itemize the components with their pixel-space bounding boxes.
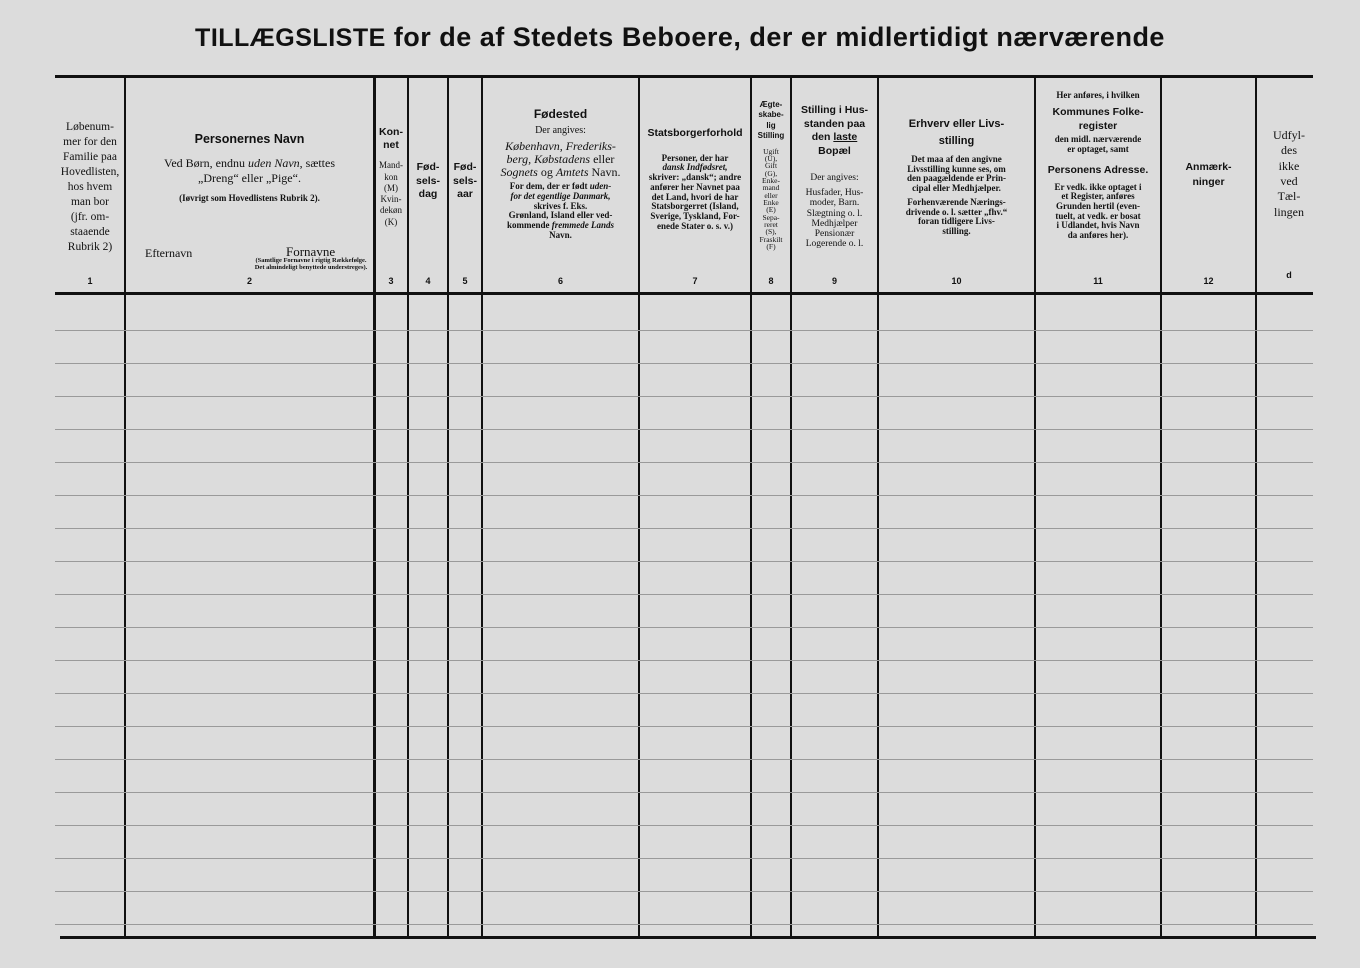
entry-row-line	[55, 858, 1313, 859]
col6-p5i: fremmede Lands	[551, 220, 614, 231]
col3-heading-line: net	[383, 139, 399, 152]
col6-italic-block	[483, 140, 638, 180]
entry-row-line	[55, 726, 1313, 727]
col7-number: 7	[692, 276, 698, 286]
col12-header	[1162, 86, 1255, 292]
col2-line2: „Dreng“ eller „Pige“.	[198, 170, 301, 185]
col11-heading-line: register	[1078, 119, 1118, 132]
col11-heading2: Personens Adresse.	[1047, 163, 1149, 176]
col6-italic2: berg, Købstadens	[506, 151, 591, 166]
col2-heading: Personernes Navn	[194, 132, 305, 146]
col5-heading-line: aar	[457, 188, 473, 201]
col1-line: Løbenum-	[66, 121, 114, 133]
col6-p6: Navn.	[549, 229, 572, 240]
col2-line1-a: Ved Børn, endnu	[164, 156, 248, 170]
cold-number: d	[1286, 270, 1292, 280]
entry-row-line	[55, 396, 1313, 397]
col9-header	[792, 86, 877, 292]
col3-line: (K)	[384, 216, 398, 227]
col11-top: Her anføres, i hvilken	[1056, 90, 1140, 100]
cold-line: Udfyl-	[1273, 128, 1305, 142]
col4-heading	[409, 161, 447, 202]
col2-line1	[126, 156, 373, 171]
col1-line: mer for den	[63, 135, 117, 148]
col3-heading-line: Kon-	[379, 126, 403, 138]
entry-row-line	[55, 891, 1313, 892]
col7-lines-a	[662, 153, 729, 163]
col11-text	[1036, 135, 1160, 154]
col9-heading-a: den	[811, 131, 834, 144]
col1-line: hos hvem	[67, 180, 113, 193]
col6-p3: skrives f. Eks.	[533, 200, 588, 211]
fornavne-note: (Samtlige Fornavne i rigtig Rækkefølge. Det almindeligt benyttede understreges).	[254, 257, 368, 271]
col9-line: Pensionær	[814, 229, 855, 240]
col1-line: (jfr. om-	[70, 210, 110, 223]
col4-header	[409, 86, 447, 292]
col10-text-b	[879, 198, 1034, 237]
cold-header	[1257, 86, 1321, 292]
col11-text-b	[1036, 183, 1160, 241]
col8-line: (F)	[766, 242, 776, 252]
col8-line: (G),	[764, 168, 778, 178]
col10-number: 10	[951, 276, 962, 286]
entry-row-line	[55, 660, 1313, 661]
col8-heading	[752, 100, 790, 142]
col4-heading-line: dag	[418, 188, 438, 201]
col4-heading-line: sels-	[416, 174, 440, 187]
col8-heading-line: skabe-	[758, 110, 784, 120]
col11-line: Grunden hertil (even-	[1056, 200, 1140, 211]
col3-line: Kvin-	[380, 194, 402, 204]
col9-text	[792, 188, 877, 250]
col10-text-a	[879, 155, 1034, 194]
col9-sub: Der angives:	[810, 172, 859, 183]
col8-line: eller	[764, 190, 778, 200]
col7-heading: Statsborgerforhold	[647, 127, 743, 139]
entry-row-line	[55, 759, 1313, 760]
col9-line: Slægtning o. l.	[806, 208, 863, 219]
col7-line: Sverige, Tyskland, For-	[650, 211, 740, 222]
col9-heading-c: Bopæl	[818, 144, 851, 157]
col1-text	[56, 120, 124, 254]
col8-line: (S),	[765, 227, 777, 237]
col6-p2i: for det egentlige Danmark,	[510, 190, 611, 201]
col10-heading	[879, 116, 1034, 149]
col1-line: man bor	[70, 195, 109, 208]
col6-plain2: eller	[590, 151, 615, 166]
col8-line: Fraskilt	[759, 234, 783, 244]
col12-heading-line: ninger	[1192, 175, 1225, 188]
col11-line: et Register, anføres	[1061, 191, 1135, 202]
col7-line: det Land, hvori de har	[651, 191, 739, 202]
col2-line1-b: uden Navn	[248, 156, 300, 170]
col1-line: Familie paa	[63, 150, 117, 163]
col8-line: reret	[764, 220, 778, 229]
col9-heading	[792, 104, 877, 159]
col7-line: anfører her Navnet paa	[650, 181, 740, 192]
col4-heading-line: Fød-	[416, 161, 440, 173]
col11-header	[1036, 86, 1160, 292]
entry-row-line	[55, 528, 1313, 529]
fornavne-label: Fornavne	[286, 244, 336, 259]
col3-line: (M)	[384, 182, 398, 193]
entry-row-line	[55, 693, 1313, 694]
col12-heading-line: Anmærk-	[1185, 161, 1232, 173]
col3-line: kon	[384, 171, 398, 182]
col9-line: Logerende o. l.	[805, 239, 864, 250]
col11-line: Er vedk. ikke optaget i	[1054, 181, 1142, 192]
entry-row-line	[55, 495, 1313, 496]
col8-text	[752, 148, 790, 251]
col8-header	[752, 86, 790, 292]
col5-heading-line: Fød-	[453, 161, 477, 173]
col10-line: foran tidligere Livs-	[918, 216, 995, 227]
col8-line: Enke-	[762, 175, 780, 185]
col5-heading-line: sels-	[453, 174, 477, 187]
col2-line1-c: , sættes	[299, 156, 335, 170]
bottom-rule	[60, 936, 1316, 939]
col6-notes	[483, 182, 638, 240]
col9-line: Husfader, Hus-	[805, 188, 864, 199]
col6-number: 6	[557, 276, 563, 286]
col6-heading: Fødested	[533, 107, 588, 121]
col1-header	[56, 120, 124, 326]
entry-row-line	[55, 429, 1313, 430]
col7-header	[640, 86, 750, 292]
col9-heading-lines	[801, 104, 868, 130]
col3-line: dekøn	[380, 205, 402, 216]
col6-header	[483, 86, 638, 292]
entry-row-line	[55, 924, 1313, 925]
col1-line: Rubrik 2)	[67, 240, 113, 253]
cold-text	[1257, 128, 1321, 220]
col9-heading-u: laste	[833, 131, 858, 144]
col12-number: 12	[1203, 276, 1214, 286]
form-title-rest: for de af Stedets Beboere, der er midlertidigt nærværende	[385, 22, 1165, 52]
entry-row-line	[55, 825, 1313, 826]
col10-line: Forhenværende Nærings-	[907, 196, 1006, 207]
col7-italic: dansk Indfødsret,	[662, 162, 728, 173]
col3-heading	[375, 126, 407, 152]
col10-header	[879, 86, 1034, 292]
cold-line: Tæl-	[1277, 189, 1301, 204]
col6-p1i: uden-	[589, 181, 612, 192]
efternavn-label: Efternavn	[145, 246, 193, 260]
col11-heading	[1036, 106, 1160, 133]
col11-line: da anføres her).	[1067, 230, 1129, 241]
form-title	[0, 22, 1360, 53]
col8-heading-line: lig	[766, 120, 776, 130]
cold-line: ikke	[1278, 158, 1300, 173]
col10-line: Livsstilling kunne ses, om	[907, 163, 1006, 174]
entry-row-line	[55, 627, 1313, 628]
col8-line: Enke	[763, 197, 779, 207]
col9-heading-line: Stilling i Hus-	[800, 104, 869, 116]
col8-heading-line: Ægte-	[759, 100, 783, 109]
col6-p5a: kommende	[507, 220, 552, 231]
col7-line: Personer, der har	[661, 152, 729, 163]
col7-line: Statsborgerret (Island,	[651, 201, 739, 212]
entry-row-line	[55, 561, 1313, 562]
col10-line: den paagældende er Prin-	[906, 173, 1007, 184]
col8-line: mand	[762, 183, 780, 193]
cold-line: lingen	[1274, 204, 1304, 219]
header-rule	[55, 292, 1313, 295]
col6-p4: Grønland, Island eller ved-	[508, 210, 613, 221]
top-rule	[55, 75, 1313, 78]
col1-line: staaende	[70, 225, 110, 238]
col8-number: 8	[768, 276, 774, 286]
form-title-caps: TILLÆGSLISTE	[195, 24, 386, 52]
col5-number: 5	[462, 276, 468, 286]
col9-line: moder, Barn.	[809, 198, 860, 209]
col10-line: stilling.	[942, 226, 971, 237]
col3-line: Mand-	[379, 160, 403, 171]
entry-row-line	[55, 462, 1313, 463]
col11-line: er optaget, samt	[1067, 144, 1129, 155]
col12-heading	[1162, 160, 1255, 189]
col4-number: 4	[425, 276, 431, 286]
col6-italic1: København, Frederiks-	[505, 138, 616, 153]
col9-line: Medhjælper	[811, 218, 858, 229]
col3-text	[375, 160, 407, 228]
col2-note: (Iøvrigt som Hovedlistens Rubrik 2).	[179, 193, 320, 204]
col6-p1: For dem, der er født	[509, 181, 590, 192]
col9-number: 9	[831, 276, 837, 286]
col6-italic3: Sognets	[500, 165, 538, 179]
col6-italic3b: Amtets	[555, 165, 589, 179]
col8-line: Ugift	[763, 146, 779, 156]
col8-line: (E)	[766, 205, 776, 215]
col10-line: drivende o. l. sætter „fhv.“	[905, 206, 1008, 217]
col11-heading-line: Kommunes Folke-	[1052, 106, 1144, 119]
col7-lines-b	[649, 172, 741, 231]
entry-row-line	[55, 363, 1313, 364]
col11-line: den midl. nærværende	[1054, 134, 1142, 145]
col3-number: 3	[388, 276, 394, 286]
col5-header	[449, 86, 481, 292]
col11-line: tuelt, at vedk. er bosat	[1055, 210, 1141, 221]
col3-header	[375, 86, 407, 292]
col7-text	[640, 154, 750, 232]
cold-line: des	[1281, 143, 1297, 158]
col7-line: enede Stater o. s. v.)	[656, 220, 734, 231]
entry-row-line	[55, 792, 1313, 793]
col10-line: cipal eller Medhjælper.	[912, 183, 1001, 194]
col6-plain3a: og	[537, 165, 556, 179]
col10-heading-line: Erhverv eller Livs-	[908, 118, 1005, 130]
col1-line: Hovedlisten,	[60, 165, 120, 178]
col10-heading-line: stilling	[938, 134, 975, 147]
col10-line: Det maa af den angivne	[911, 154, 1002, 164]
col6-sub: Der angives:	[535, 125, 586, 137]
col8-line: Sepa-	[762, 212, 780, 222]
col9-heading-line: standen paa	[803, 117, 866, 130]
col11-line: i Udlandet, hvis Navn	[1056, 220, 1140, 231]
col8-heading-line: Stilling	[757, 131, 785, 141]
entry-row-line	[55, 330, 1313, 331]
entry-row-line	[55, 594, 1313, 595]
col8-line: (U),	[764, 153, 778, 163]
col6-plain3b: Navn.	[588, 165, 621, 179]
col8-line: Gift	[764, 161, 778, 171]
col5-heading	[449, 161, 481, 202]
col2-number: 2	[246, 276, 252, 286]
col11-number: 11	[1093, 276, 1103, 286]
col1-number: 1	[87, 276, 93, 286]
col7-line: skriver: „dansk“; andre	[648, 172, 742, 183]
cold-line: ved	[1280, 174, 1298, 189]
